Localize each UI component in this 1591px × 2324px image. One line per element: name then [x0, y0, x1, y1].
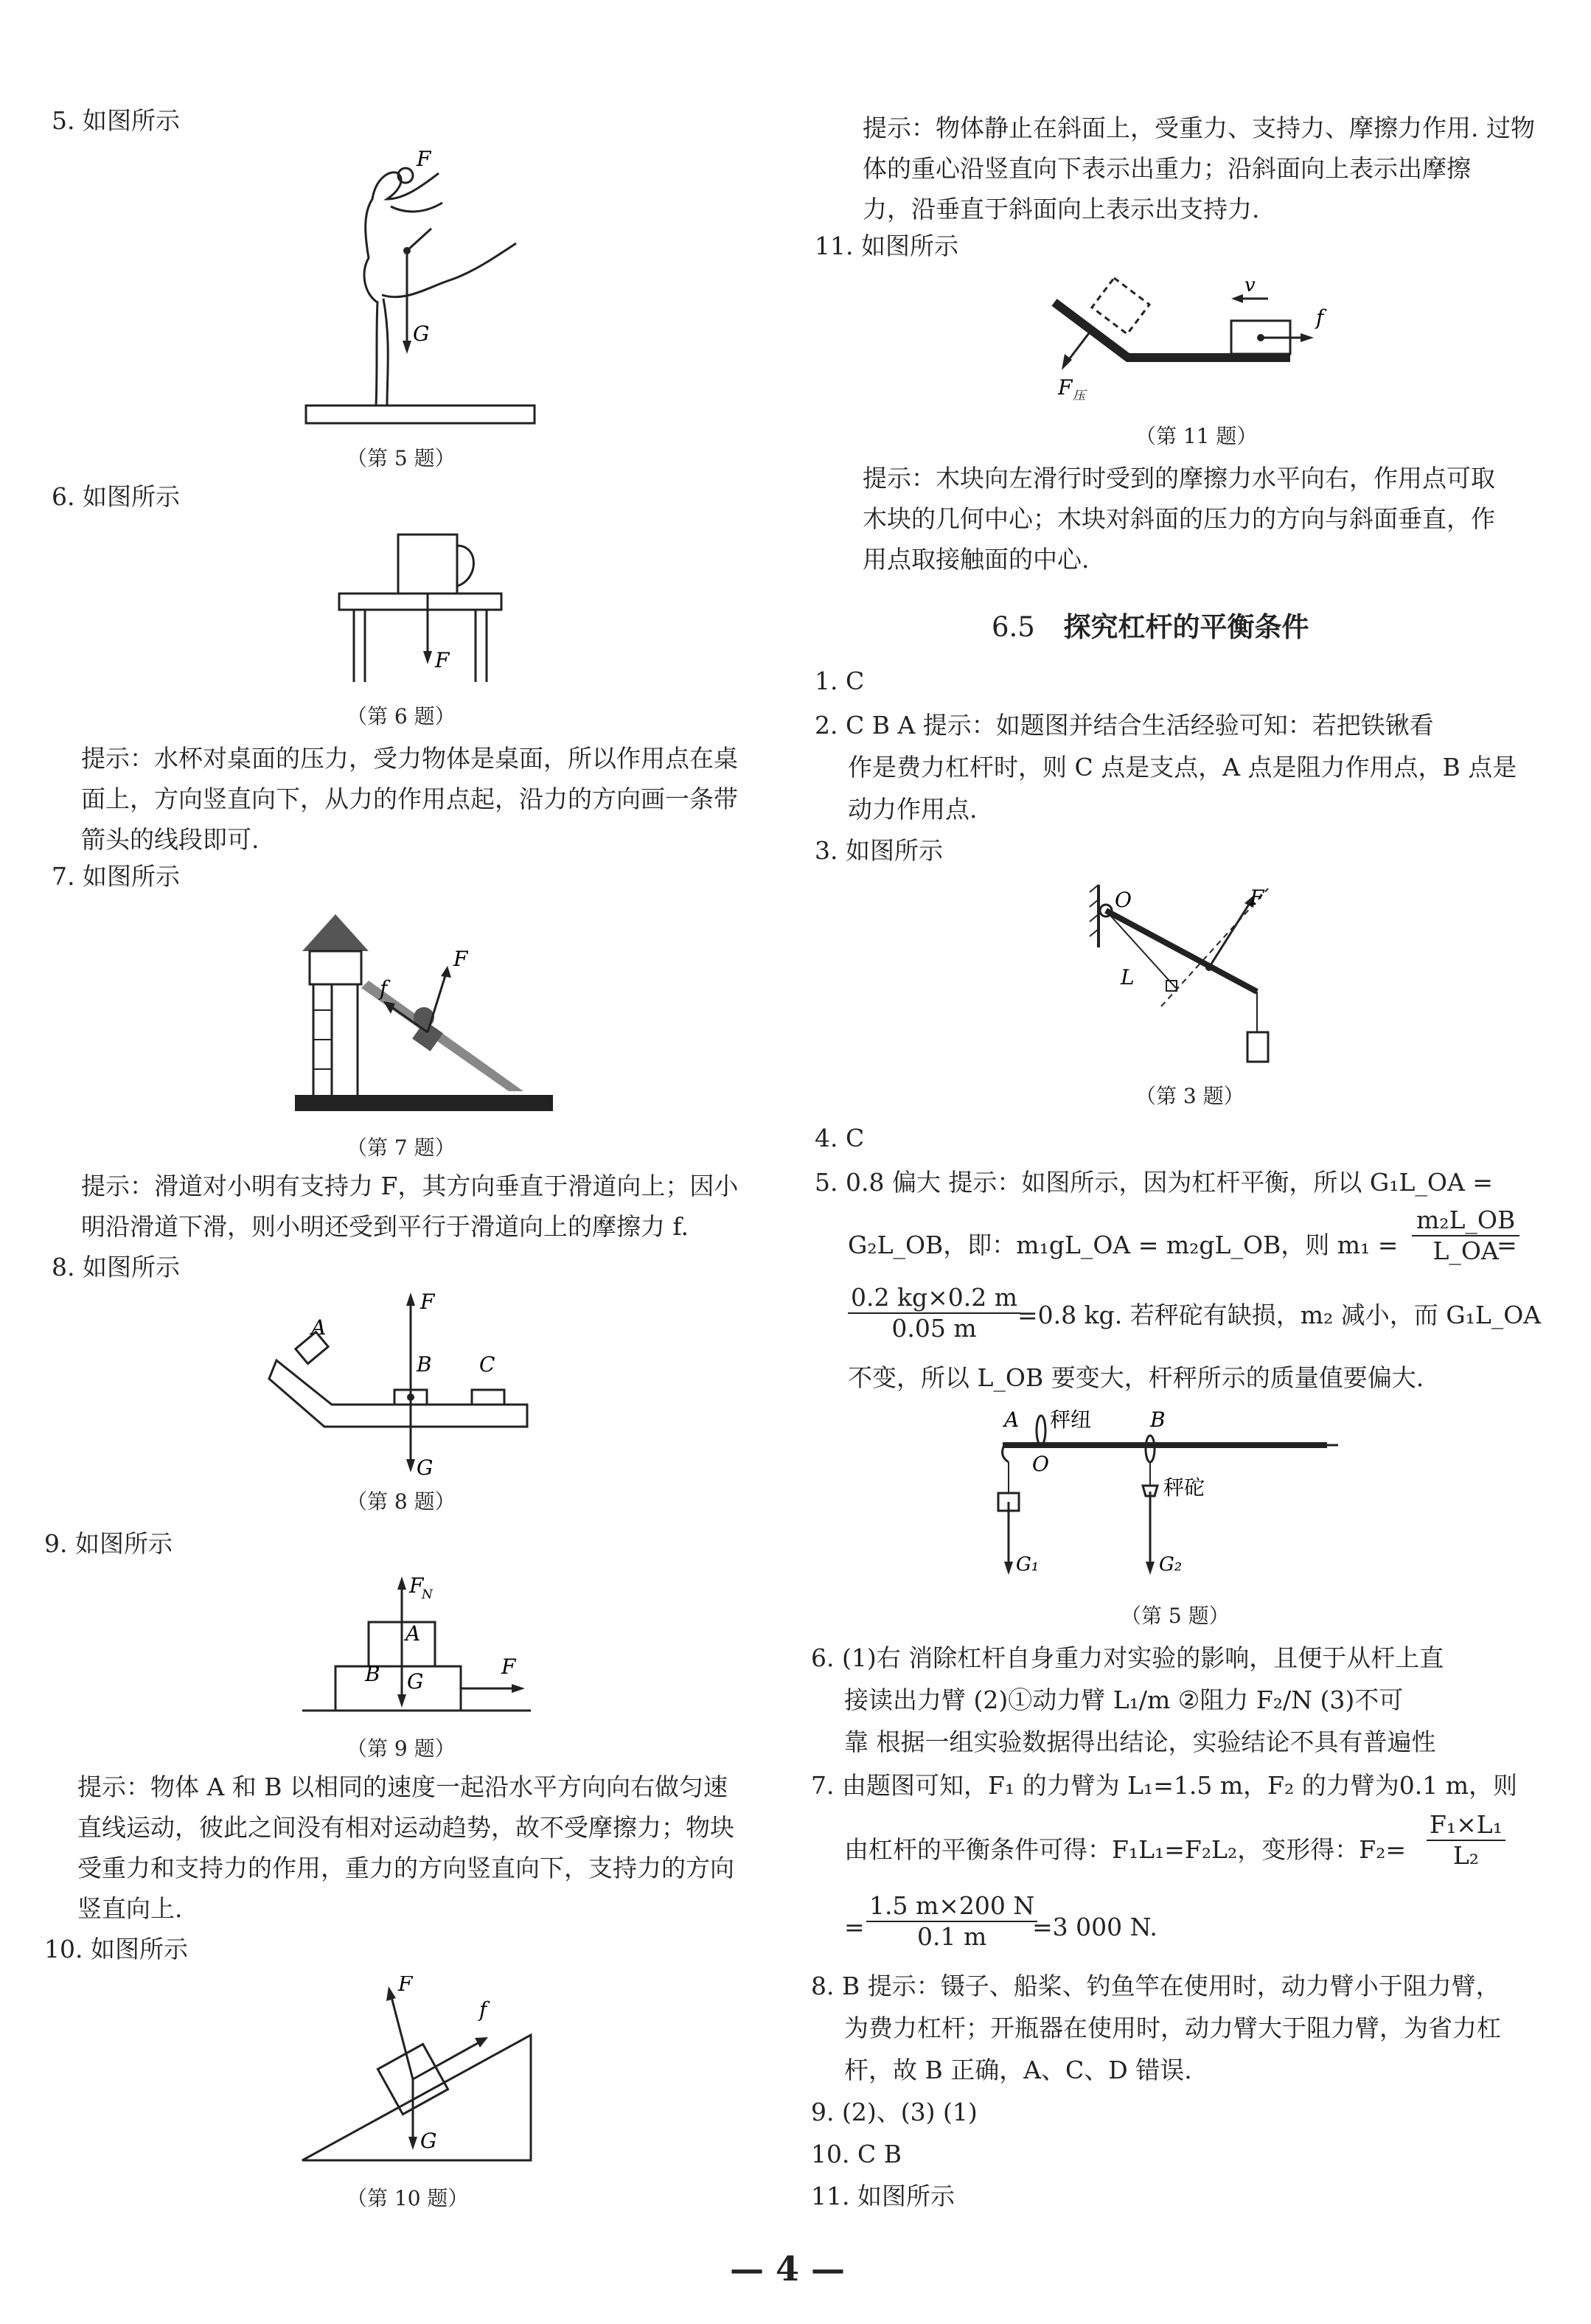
q5-G-label: G: [413, 321, 430, 346]
q5-heading: 5. 如图所示: [52, 106, 180, 135]
q9-A-label: A: [405, 1621, 421, 1646]
q9-hint-3: 受重力和支持力的作用，重力的方向竖直向下，支持力的方向: [77, 1854, 734, 1882]
answer-10: 10. C B: [811, 2140, 902, 2168]
q7-F-label: F: [453, 947, 468, 971]
answer-3-heading: 3. 如图所示: [815, 836, 943, 865]
q9-hint-4: 竖直向上.: [77, 1894, 183, 1923]
q9-F-label: F: [501, 1655, 516, 1679]
q11-f-label: f: [1316, 305, 1324, 330]
q11-Fp-label: F: [1058, 375, 1073, 400]
answer-5-gan-label: 秤纽: [1050, 1408, 1092, 1432]
q6-hint-2: 面上，方向竖直向下，从力的作用点起，沿力的方向画一条带: [81, 784, 738, 813]
q10-figure-incline: [295, 1976, 538, 2175]
answer-2-line1: 2. C B A 提示：如题图并结合生活经验可知：若把铁锹看: [815, 711, 1434, 740]
q10-hint-1: 提示：物体静止在斜面上，受重力、支持力、摩擦力作用. 过物: [863, 114, 1535, 142]
q8-heading: 8. 如图所示: [52, 1253, 180, 1281]
answer-5-fraction-2-denominator: 0.05 m: [891, 1314, 977, 1343]
answer-2-line3: 动力作用点.: [848, 795, 978, 824]
answer-5-caption: （第 5 题）: [1121, 1604, 1230, 1628]
q5-caption: （第 5 题）: [347, 446, 456, 470]
q7-heading: 7. 如图所示: [52, 862, 180, 891]
answer-5-G2-label: G₂: [1159, 1554, 1183, 1576]
q10-G-label: G: [420, 2129, 437, 2153]
answer-5-line3: =0.8 kg. 若秤砣有缺损，m₂ 减小，而 G₁L_OA: [1017, 1301, 1542, 1329]
answer-8-line1: 8. B 提示：镊子、船桨、钓鱼竿在使用时，动力臂小于阻力臂，: [811, 1972, 1500, 2000]
q7-figure-slide: [288, 900, 560, 1121]
answer-1: 1. C: [815, 667, 865, 695]
answer-5-G1-label: G₁: [1016, 1554, 1040, 1576]
answer-3-L-label: L: [1121, 965, 1135, 989]
q9-heading: 9. 如图所示: [44, 1529, 173, 1558]
q6-figure-cup-table: [332, 527, 509, 689]
answer-7-line2: 由杠杆的平衡条件可得：F₁L₁=F₂L₂，变形得：F₂=: [844, 1835, 1406, 1864]
answer-7-fraction-1-denominator: L₂: [1452, 1841, 1480, 1870]
answer-5-fraction-1-numerator: m₂L_OB: [1412, 1206, 1519, 1236]
q6-hint-3: 箭头的线段即可.: [81, 825, 260, 854]
answer-7-fraction-1: [1427, 1810, 1505, 1871]
q8-F-label: F: [420, 1290, 435, 1314]
answer-5-A-label: A: [1004, 1408, 1020, 1432]
q9-hint-2: 直线运动，彼此之间没有相对运动趋势，故不受摩擦力；物块: [77, 1813, 734, 1842]
q6-hint-1: 提示：水杯对桌面的压力，受力物体是桌面，所以作用点在桌: [81, 744, 738, 773]
answer-2-line2: 作是费力杠杆时，则 C 点是支点，A 点是阻力作用点，B 点是: [848, 753, 1517, 782]
answer-5-line1: 5. 0.8 偏大 提示：如图所示，因为杠杆平衡，所以 G₁L_OA =: [815, 1168, 1493, 1197]
q7-caption: （第 7 题）: [347, 1135, 456, 1160]
section-title: 探究杠杆的平衡条件: [1063, 610, 1309, 643]
q6-heading: 6. 如图所示: [52, 482, 180, 511]
answer-5-B-label: B: [1150, 1408, 1166, 1432]
answer-7-fraction-2-numerator: 1.5 m×200 N: [866, 1891, 1037, 1922]
q7-hint-2: 明沿滑道下滑，则小明还受到平行于滑道向上的摩擦力 f.: [81, 1212, 689, 1241]
answer-5-O-label: O: [1032, 1452, 1049, 1476]
answer-5-tuo-label: 秤砣: [1163, 1475, 1205, 1500]
answer-3-caption: （第 3 题）: [1135, 1084, 1244, 1108]
q10-hint-2: 体的重心沿竖直向下表示出重力；沿斜面向上表示出摩擦: [863, 154, 1471, 183]
q9-G-label: G: [407, 1669, 424, 1694]
q11-hint-2: 木块的几何中心；木块对斜面的压力的方向与斜面垂直，作: [863, 504, 1495, 533]
answer-3-figure-lever: [1084, 881, 1290, 1073]
q5-F-label: F: [417, 147, 431, 171]
answer-3-F-label: F: [1250, 886, 1264, 910]
answer-5-equals: =: [1497, 1231, 1517, 1259]
q11-hint-1: 提示：木块向左滑行时受到的摩擦力水平向右，作用点可取: [863, 464, 1495, 493]
answer-5-fraction-2: [848, 1283, 1020, 1343]
q11-v-label: v: [1244, 274, 1256, 296]
q10-caption: （第 10 题）: [347, 2186, 469, 2210]
q8-B-label: B: [417, 1352, 432, 1377]
q9-FN-sub: N: [422, 1587, 433, 1602]
q10-heading: 10. 如图所示: [44, 1935, 188, 1963]
answer-9: 9. (2)、(3) (1): [811, 2098, 978, 2126]
q11-heading: 11. 如图所示: [815, 232, 958, 260]
q7-f-label: f: [380, 976, 388, 1001]
q9-figure-stacked-blocks: [295, 1570, 538, 1725]
q7-hint-1: 提示：滑道对小明有支持力 F，其方向垂直于滑道向上；因小: [81, 1172, 739, 1200]
answer-8-line3: 杆，故 B 正确，A、C、D 错误.: [844, 2056, 1192, 2084]
q5-figure-gymnast: [295, 147, 546, 435]
q6-F-label: F: [435, 648, 450, 672]
q11-figure-sliding-block: [1047, 273, 1342, 413]
q10-F-label: F: [398, 1976, 413, 1996]
q8-caption: （第 8 题）: [347, 1489, 456, 1514]
q10-hint-3: 力，沿垂直于斜面向上表示出支持力.: [863, 195, 1260, 223]
q10-f-label: f: [479, 1997, 487, 2022]
q11-Fp-sub: 压: [1073, 389, 1085, 403]
answer-8-line2: 为费力杠杆；开瓶器在使用时，动力臂大于阻力臂，为省力杠: [844, 2014, 1501, 2042]
answer-7-fraction-1-numerator: F₁×L₁: [1427, 1810, 1505, 1841]
q8-figure-blocks: [265, 1287, 538, 1486]
answer-7-equals-prefix: =: [844, 1913, 865, 1941]
answer-4: 4. C: [815, 1124, 865, 1152]
q9-B-label: B: [365, 1662, 380, 1686]
answer-5-fraction-2-numerator: 0.2 kg×0.2 m: [848, 1283, 1020, 1314]
q8-G-label: G: [417, 1455, 434, 1480]
answer-7-fraction-2-denominator: 0.1 m: [917, 1922, 987, 1951]
answer-5-line4: 不变，所以 L_OB 要变大，杆秤所示的质量值要偏大.: [848, 1363, 1424, 1392]
answer-5-figure-steelyard: [988, 1405, 1342, 1611]
page-number: — 4 —: [730, 2249, 846, 2289]
q11-caption: （第 11 题）: [1135, 424, 1258, 448]
section-number: 6.5: [992, 611, 1035, 643]
q11-hint-3: 用点取接触面的中心.: [863, 545, 1090, 574]
answer-7-result: =3 000 N.: [1032, 1913, 1157, 1941]
answer-6-line3: 靠 根据一组实验数据得出结论，实验结论不具有普遍性: [844, 1728, 1436, 1756]
answer-3-O-label: O: [1115, 888, 1132, 912]
answer-11: 11. 如图所示: [811, 2182, 955, 2210]
q9-FN-label: F: [409, 1573, 424, 1598]
q9-caption: （第 9 题）: [347, 1736, 456, 1761]
answer-6-line1: 6. (1)右 消除杠杆自身重力对实验的影响，且便于从杆上直: [811, 1643, 1444, 1672]
q9-hint-1: 提示：物体 A 和 B 以相同的速度一起沿水平方向向右做匀速: [77, 1772, 728, 1801]
q6-caption: （第 6 题）: [347, 704, 456, 728]
answer-7-line1: 7. 由题图可知，F₁ 的力臂为 L₁=1.5 m，F₂ 的力臂为0.1 m，则: [811, 1771, 1518, 1800]
answer-5-line2: G₂L_OB，即：m₁gL_OA = m₂gL_OB，则 m₁ =: [848, 1231, 1399, 1259]
answer-7-fraction-2: [866, 1891, 1037, 1952]
answer-5-fraction-1-denominator: L_OA: [1432, 1236, 1499, 1265]
q8-A-label: A: [311, 1315, 327, 1340]
section-heading: [992, 605, 1309, 644]
answer-6-line2: 接读出力臂 (2)①动力臂 L₁/m ②阻力 F₂/N (3)不可: [844, 1685, 1404, 1714]
q8-C-label: C: [479, 1352, 495, 1377]
